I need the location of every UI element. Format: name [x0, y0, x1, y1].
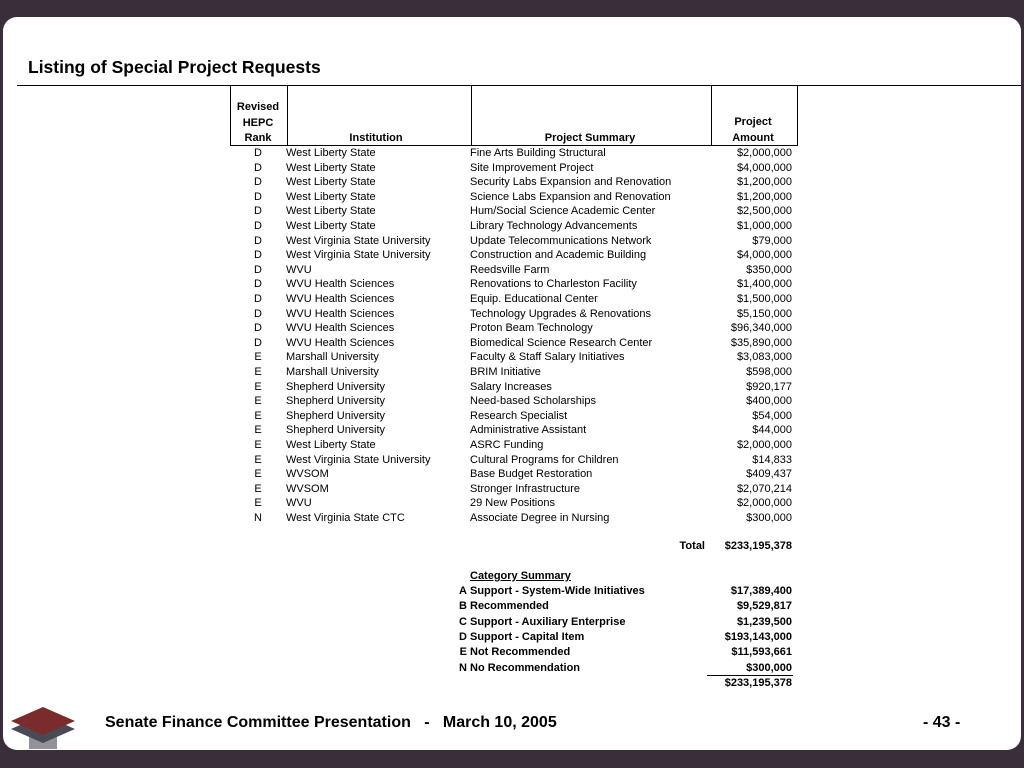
footer-text: Senate Finance Committee Presentation - March 10, 2005: [105, 714, 557, 731]
institution-cell: Shepherd University: [286, 380, 386, 393]
institution-cell: West Liberty State: [286, 161, 376, 174]
category-amount: $193,143,000: [724, 630, 792, 643]
project-cell: Reedsville Farm: [470, 263, 550, 276]
table-row: [3, 409, 1021, 424]
amount-cell: $4,000,000: [736, 161, 792, 174]
project-cell: Technology Upgrades & Renovations: [470, 307, 652, 320]
table-row: [3, 234, 1021, 249]
rank-cell: N: [254, 512, 262, 524]
project-cell: Base Budget Restoration: [470, 468, 593, 481]
category-code: B: [459, 600, 467, 613]
project-cell: Cultural Programs for Children: [470, 453, 619, 466]
project-cell: Library Technology Advancements: [470, 220, 638, 232]
project-cell: Salary Increases: [470, 380, 552, 393]
project-cell: Update Telecommunications Network: [470, 234, 652, 247]
category-label: Support - System-Wide Initiatives: [470, 585, 645, 597]
category-row: [3, 599, 1021, 614]
project-cell: Science Labs Expansion and Renovation: [470, 190, 671, 203]
table-row: [3, 336, 1021, 351]
table-row: [3, 277, 1021, 292]
table-row: [3, 292, 1021, 307]
amount-cell: $409,437: [746, 468, 792, 481]
header-rank: [230, 100, 286, 147]
rank-cell: E: [254, 439, 262, 451]
rank-cell: E: [254, 482, 262, 495]
project-cell: Construction and Academic Building: [470, 249, 647, 262]
rank-cell: D: [254, 293, 262, 305]
rank-cell: D: [254, 161, 262, 174]
project-cell: Fine Arts Building Structural: [470, 147, 606, 159]
category-code: C: [459, 615, 467, 628]
amount-cell: $400,000: [746, 395, 792, 408]
category-row: [3, 630, 1021, 645]
rank-cell: E: [254, 366, 262, 378]
institution-cell: WVU Health Sciences: [286, 336, 395, 349]
rank-cell: D: [254, 336, 262, 349]
project-cell: Faculty & Staff Salary Initiatives: [470, 351, 625, 364]
institution-cell: West Liberty State: [286, 190, 376, 203]
table-row: [3, 423, 1021, 438]
header-rank-line: HEPC: [242, 116, 274, 129]
amount-cell: $2,070,214: [736, 482, 792, 495]
amount-cell: $350,000: [746, 263, 792, 276]
amount-cell: $598,000: [746, 366, 792, 378]
table-row: [3, 263, 1021, 278]
category-code: E: [459, 646, 467, 659]
project-cell: Security Labs Expansion and Renovation: [470, 176, 672, 189]
rank-cell: E: [254, 409, 262, 422]
institution-cell: West Virginia State University: [286, 249, 431, 262]
category-label: Recommended: [470, 600, 549, 613]
institution-cell: Shepherd University: [286, 424, 386, 437]
institution-cell: WVU Health Sciences: [286, 307, 395, 320]
category-row: [3, 645, 1021, 660]
category-amount: $11,593,661: [731, 646, 792, 659]
header-amount-line: Project: [734, 116, 772, 128]
rank-cell: D: [254, 278, 262, 291]
rank-cell: E: [254, 497, 262, 510]
table-row: [3, 496, 1021, 511]
rank-cell: E: [254, 468, 262, 481]
header-rank-line: Revised: [236, 101, 280, 113]
table-row: [3, 190, 1021, 205]
amount-cell: $96,340,000: [730, 322, 792, 335]
table-row: [3, 248, 1021, 263]
category-row: [3, 615, 1021, 630]
table-row: [3, 350, 1021, 365]
institution-cell: WVU Health Sciences: [286, 293, 395, 305]
category-label: No Recommendation: [470, 661, 581, 674]
project-cell: Associate Degree in Nursing: [470, 512, 610, 524]
category-code: N: [459, 661, 467, 674]
table-row: [3, 453, 1021, 468]
project-cell: Hum/Social Science Academic Center: [470, 205, 656, 218]
category-code: D: [459, 630, 467, 643]
institution-cell: West Virginia State CTC: [286, 512, 405, 524]
amount-cell: $1,400,000: [736, 278, 792, 291]
table-row: [3, 146, 1021, 161]
header-project-summary: Project Summary: [544, 132, 636, 144]
rank-cell: E: [254, 351, 262, 364]
rank-cell: D: [254, 205, 262, 218]
rank-cell: E: [254, 424, 262, 437]
table-row: [3, 175, 1021, 190]
amount-cell: $920,177: [746, 380, 792, 393]
table-row: [3, 219, 1021, 234]
amount-cell: $1,200,000: [736, 176, 792, 189]
amount-cell: $1,200,000: [736, 190, 792, 203]
amount-cell: $4,000,000: [736, 249, 792, 262]
project-cell: Biomedical Science Research Center: [470, 336, 653, 349]
table-row: [3, 438, 1021, 453]
table-row: [3, 482, 1021, 497]
table-row: [3, 380, 1021, 395]
amount-cell: $79,000: [752, 234, 792, 247]
institution-cell: WVU: [286, 497, 312, 510]
category-label: Support - Capital Item: [470, 630, 585, 643]
category-label: Support - Auxiliary Enterprise: [470, 615, 626, 628]
institution-cell: WVSOM: [286, 468, 329, 481]
rank-cell: D: [254, 322, 262, 335]
header-amount: [710, 115, 796, 146]
institution-cell: West Liberty State: [286, 176, 376, 189]
table-row: [3, 204, 1021, 219]
category-code: A: [459, 585, 467, 597]
slide-title: Listing of Special Project Requests: [28, 57, 321, 77]
rank-cell: D: [254, 249, 262, 262]
table-row: [3, 321, 1021, 336]
amount-cell: $1,500,000: [736, 293, 792, 305]
category-row: [3, 584, 1021, 599]
sum-underline: [707, 675, 793, 676]
institution-cell: West Virginia State University: [286, 234, 431, 247]
project-cell: Proton Beam Technology: [470, 322, 593, 335]
project-cell: Stronger Infrastructure: [470, 482, 581, 495]
project-cell: Need-based Scholarships: [470, 395, 596, 408]
project-cell: ASRC Funding: [470, 439, 544, 451]
amount-cell: $300,000: [746, 512, 792, 524]
rank-cell: E: [254, 395, 262, 408]
category-amount: $9,529,817: [736, 600, 792, 613]
total-amount: $233,195,378: [724, 540, 792, 552]
slide: [3, 17, 1021, 750]
institution-cell: Marshall University: [286, 366, 379, 378]
rank-cell: D: [254, 307, 262, 320]
amount-cell: $5,150,000: [736, 307, 792, 320]
amount-cell: $2,000,000: [736, 439, 792, 451]
table-row: [3, 467, 1021, 482]
category-row: [3, 661, 1021, 676]
category-label: Not Recommended: [470, 646, 571, 659]
amount-cell: $2,000,000: [736, 147, 792, 159]
institution-cell: Shepherd University: [286, 409, 386, 422]
amount-cell: $44,000: [752, 424, 792, 437]
total-label: Total: [679, 540, 705, 552]
institution-cell: West Liberty State: [286, 220, 376, 232]
table-row: [3, 307, 1021, 322]
category-amount: $1,239,500: [736, 615, 792, 628]
institution-cell: Marshall University: [286, 351, 379, 364]
institution-cell: West Liberty State: [286, 147, 376, 159]
institution-cell: WVU Health Sciences: [286, 278, 395, 291]
rank-cell: D: [254, 176, 262, 189]
category-amount: $300,000: [746, 661, 792, 674]
rank-cell: D: [254, 190, 262, 203]
rank-cell: D: [254, 263, 262, 276]
category-sum: $233,195,378: [724, 677, 792, 689]
project-cell: Equip. Educational Center: [470, 293, 598, 305]
header-amount-line: Amount: [732, 131, 774, 144]
amount-cell: $35,890,000: [730, 336, 792, 349]
amount-cell: $2,500,000: [736, 205, 792, 218]
institution-cell: WVSOM: [286, 482, 329, 495]
amount-cell: $14,833: [752, 453, 792, 466]
header-institution: Institution: [349, 132, 403, 144]
category-summary-title: Category Summary: [470, 570, 571, 582]
institution-cell: WVU Health Sciences: [286, 322, 395, 335]
rank-cell: D: [254, 234, 262, 247]
graduation-cap-logo-icon: [9, 703, 77, 750]
project-cell: BRIM Initiative: [470, 366, 541, 378]
table-row: [3, 394, 1021, 409]
table-row: [3, 365, 1021, 380]
category-amount: $17,389,400: [730, 585, 792, 597]
rank-cell: D: [254, 147, 262, 159]
project-cell: Administrative Assistant: [470, 424, 587, 437]
institution-cell: West Liberty State: [286, 439, 376, 451]
project-cell: Site Improvement Project: [470, 161, 594, 174]
institution-cell: WVU: [286, 263, 312, 276]
project-cell: Renovations to Charleston Facility: [470, 278, 637, 291]
rank-cell: E: [254, 380, 262, 393]
institution-cell: West Liberty State: [286, 205, 376, 218]
amount-cell: $2,000,000: [736, 497, 792, 510]
institution-cell: West Virginia State University: [286, 453, 431, 466]
amount-cell: $3,083,000: [736, 351, 792, 364]
header-rank-line: Rank: [244, 132, 272, 144]
rank-cell: E: [254, 453, 262, 466]
project-cell: 29 New Positions: [470, 497, 555, 510]
project-cell: Research Specialist: [470, 409, 568, 422]
rank-cell: D: [254, 220, 262, 232]
table-row: [3, 161, 1021, 176]
table-row: [3, 511, 1021, 526]
amount-cell: $54,000: [752, 409, 792, 422]
institution-cell: Shepherd University: [286, 395, 386, 408]
page-number: - 43 -: [923, 714, 961, 731]
amount-cell: $1,000,000: [736, 220, 792, 232]
